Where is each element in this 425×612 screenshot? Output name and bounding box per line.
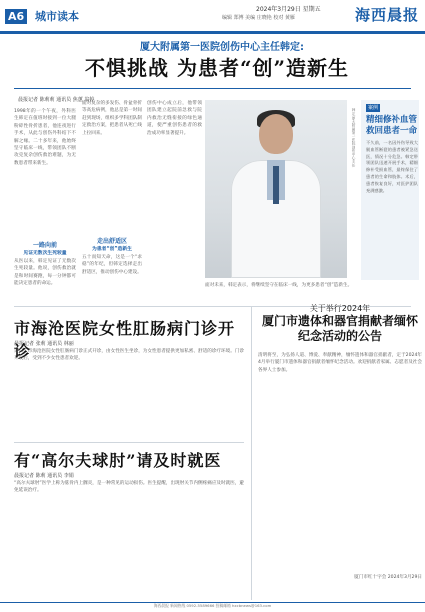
- headline-rule: [14, 88, 411, 89]
- lead-subtitle1: 见证无数次生死较量: [23, 251, 67, 256]
- page-footer: 海西晨报 新闻热线 0592-5589666 投稿邮箱 hxcbnews@163.com: [0, 602, 425, 612]
- page-header: [0, 0, 425, 34]
- story3-byline: 晨报记者 陈莉 通讯员 李娟: [14, 473, 74, 479]
- issue-date: 2024年3月29日 星期五: [256, 6, 321, 13]
- notice-signoff: 厦门市红十字会 2024年3月29日: [354, 575, 422, 580]
- lead-subtitle2: 为患者“创”造新生: [92, 247, 132, 252]
- photo-credit: 韩定 厦大附属第一医院创伤中心主任: [352, 108, 356, 167]
- case-title: 精细修补血管 救回患者一命: [366, 115, 418, 136]
- notice-subheading: 关于举行2024年: [309, 304, 371, 313]
- section-name: 城市读本: [35, 10, 79, 23]
- notice-body: 清明将至，为弘扬人道、博爱、奉献精神，缅怀遗体和器官捐献者，定于2024年4月举行厦门市遗体和器官捐献者缅怀纪念活动。欢迎捐献者家属、志愿者及社会各界人士参加。: [258, 353, 422, 373]
- column-divider: [251, 306, 252, 600]
- lead-subhead2: 走出舒适区: [96, 238, 127, 245]
- lead-byline: 晨报记者 陈莉莉 通讯员 焦蕙 翁婷: [18, 97, 95, 103]
- notice-headline: 厦门市遗体和器官捐献者缅怀纪念活动的公告: [261, 314, 418, 343]
- lead-kicker: 厦大附属第一医院创伤中心主任韩定:: [140, 42, 304, 53]
- masthead-logo: 海西晨报: [354, 6, 419, 24]
- lead-col1b: 从医以来，韩定见证了无数次生死较量。他说，创伤救治就是和时间赛跑，每一分钟都可能决定患者的命运。: [14, 259, 76, 287]
- portrait-face: [259, 114, 293, 154]
- lead-subhead1: 一路向前: [32, 242, 57, 249]
- doctor-portrait: [205, 100, 347, 278]
- page-number: A6: [5, 9, 27, 24]
- case-body: 不久前，一名因外伤导致大腿血管断裂的患者被紧急送医，情况十分危急。韩定带领团队迅速开展手术，精细修补受损血管，最终保住了患者的生命和肢体。术后，患者恢复良好，对医护团队充满感激。: [366, 140, 418, 193]
- story3-body: “高尔夫球肘”医学上称为肱骨内上髁炎，是一种常见的运动损伤。医生提醒，出现肘关节内侧疼痛应及时就医，避免延误治疗。: [14, 481, 244, 494]
- editors-line: 编辑 郑博 美编 庄晓艳 校对 黄雁: [222, 15, 295, 21]
- story2-byline: 晨报记者 张莉 通讯员 林丽: [14, 341, 74, 347]
- lead-headline: 不惧挑战 为患者“创”造新生: [85, 56, 349, 80]
- lead-col1: 1998年的一个午夜，外科医生韩定在值班时接到一位大腿粉碎性骨折患者，他连夜进行手术，从此与创伤外科结下不解之缘。二十多年来，他始终坚守临床一线，带领团队不断攻克复杂创伤救治难题，为无数患者带来新生。: [14, 109, 76, 166]
- lead-col2b: 五十而知天命，这是一个“求稳”的年纪，但韩定选择走出舒适区，推动创伤中心建设。: [82, 255, 142, 275]
- portrait-tie: [273, 166, 279, 204]
- story2-headline: 市海沧医院女性肛肠病门诊开诊: [14, 319, 236, 361]
- lead-col2: 面对复杂的多发伤、骨盆骨折等高危病例，他总是第一时间赶到现场，组织多学科团队制定救治方案，把患者从死亡线上拉回来。: [82, 101, 142, 136]
- story2-body: 近日，市海沧医院女性肛肠病门诊正式开诊，由女性医生坐诊，为女性患者提供更加私密、舒适的诊疗环境。门诊开设后，受到不少女性患者欢迎。: [14, 349, 244, 362]
- case-tag: 案例: [368, 105, 379, 111]
- story-divider: [14, 442, 244, 443]
- lead-col3b: 面对未来，韩定表示，将继续坚守在临床一线，为更多患者“创”造新生。: [205, 283, 353, 288]
- story3-headline: 有“高尔夫球肘”请及时就医: [14, 451, 222, 470]
- lead-col3: 创伤中心成立后，他带领团队建立起院前急救与院内救治无缝衔接的绿色通道，使严重创伤患者的救治成功率显著提升。: [147, 101, 202, 136]
